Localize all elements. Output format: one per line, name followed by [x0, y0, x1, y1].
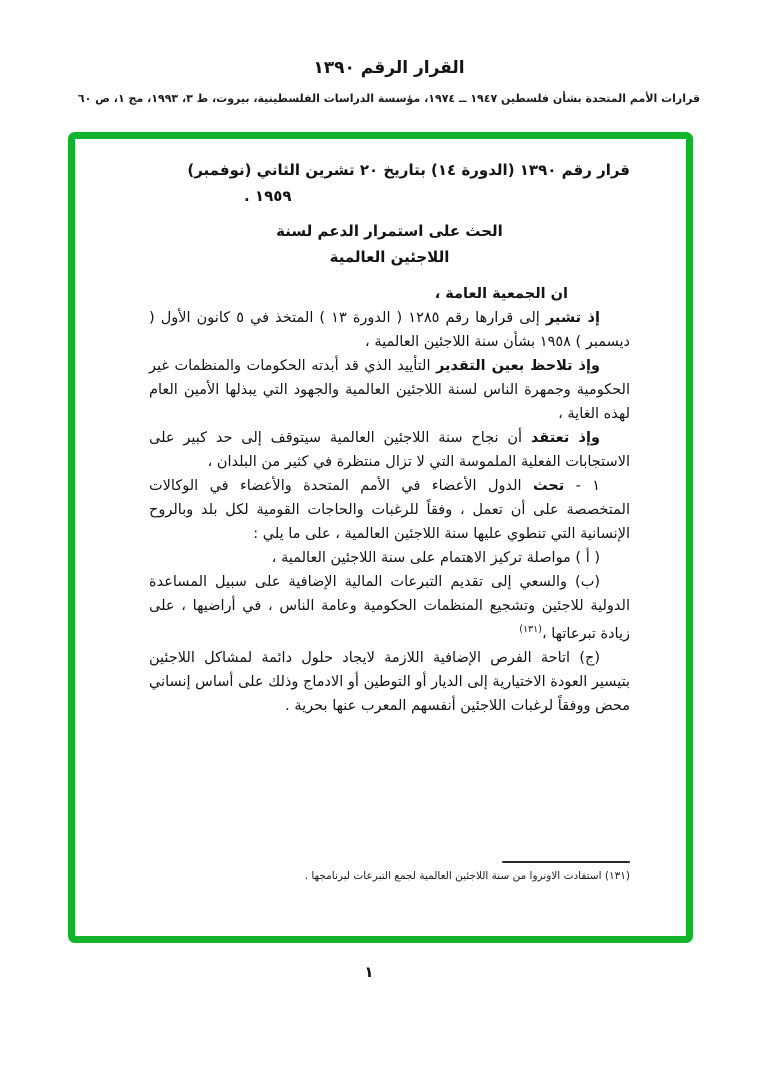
paragraph-rest: أن نجاح سنة اللاجئين العالمية سيتوقف إلى حد كبير على الاستجابات الفعلية الملموسة التي لا تزال منتظرة في كثير من البلدان ،	[149, 430, 630, 470]
footnote-body: استفادت الاونروا من سنة اللاجئين العالمية لجمع التبرعات لبرنامجها .	[304, 870, 605, 882]
footnote-area	[149, 861, 630, 884]
highlight-frame	[68, 132, 693, 943]
paragraph-prefix: ( أ )	[570, 550, 600, 566]
paragraph-lead: وإذ تعتقد	[530, 430, 600, 446]
resolution-text	[149, 282, 630, 718]
paragraph-lead: إذ تشير	[545, 310, 600, 326]
paragraph-preamble-3	[149, 426, 630, 474]
paragraph-prefix: (ب)	[567, 574, 601, 590]
paragraph-prefix: ١ -	[564, 478, 600, 494]
paragraph-rest: إلى قرارها رقم ١٢٨٥ ( الدورة ١٣ ) المتخذ في ٥ كانون الأول ( ديسمبر ) ١٩٥٨ بشأن سنة اللاجئين العالمية ،	[149, 310, 630, 350]
resolution-heading-line2	[149, 184, 630, 209]
footnote-text	[149, 868, 630, 884]
paragraph-item-b	[149, 570, 630, 646]
paragraph-rest: مواصلة تركيز الاهتمام على سنة اللاجئين العالمية ،	[271, 550, 571, 566]
footnote-reference-marker: (١٣١)	[519, 624, 542, 635]
resolution-subject-line2: اللاجئين العالمية	[329, 248, 450, 266]
resolution-body	[75, 139, 686, 936]
resolution-heading-line1: قرار رقم ١٣٩٠ (الدورة ١٤) بتاريخ ٢٠ تشرين الثاني (نوفمبر)	[187, 161, 630, 179]
page-number: ١	[364, 963, 374, 981]
source-citation: قرارات الأمم المتحدة بشأن فلسطين ١٩٤٧ ــ ١٩٧٤، مؤسسة الدراسات الفلسطينية، بيروت، ط ٣، ١٩٩٣، مج ١، ص ٦٠	[77, 92, 701, 105]
paragraph-rest: والسعي إلى تقديم التبرعات المالية الإضافية على سبيل المساعدة الدولية للاجئين وتشجيع المنظمات الحكومية وعامة الناس ، في أراضيها ، على زيادة تبرعاتها ،	[149, 574, 630, 642]
footnote-separator-rule	[502, 861, 630, 863]
paragraph-lead: ان الجمعية العامة ،	[434, 286, 568, 302]
resolution-subject-line1: الحث على استمرار الدعم لسنة	[276, 222, 503, 240]
paragraph-rest: الدول الأعضاء في الأمم المتحدة والأعضاء في الوكالات المتخصصة على أن تعمل ، وفقاً للرغبات والحاجات القومية لكل بلد وبالروح الإنسانية التي تنطوي عليها سنة اللاجئين العالمية ، على ما يلي :	[149, 478, 630, 542]
paragraph-rest: التأييد الذي قد أبدته الحكومات والمنظمات غير الحكومية وجمهرة الناس لسنة اللاجئين العالمية والجهود التي يبذلها الأمين العام لهذه الغاية ،	[149, 358, 630, 422]
resolution-year: ١٩٥٩ .	[244, 187, 292, 205]
paragraph-preamble-1	[149, 306, 630, 354]
paragraph-preamble-2	[149, 354, 630, 426]
footnote-number: (١٣١)	[604, 870, 630, 882]
paragraph-lead: وإذ تلاحظ بعين التقدير	[436, 358, 600, 374]
page-title: القرار الرقم ١٣٩٠	[313, 58, 465, 78]
paragraph-operative-1	[149, 474, 630, 546]
paragraph-preamble-0	[149, 282, 630, 306]
paragraph-item-c	[149, 646, 630, 718]
paragraph-item-a	[149, 546, 630, 570]
paragraph-lead: تحث	[532, 478, 565, 494]
paragraph-rest: اتاحة الفرص الإضافية اللازمة لايجاد حلول دائمة لمشاكل اللاجئين بتيسير العودة الاختيارية إلى الديار أو التوطين أو الادماج وذلك على أساس إنساني محض ووفقاً لرغبات اللاجئين أنفسهم المعرب عنها بحرية .	[149, 650, 630, 714]
paragraph-prefix: (ج)	[570, 650, 600, 666]
